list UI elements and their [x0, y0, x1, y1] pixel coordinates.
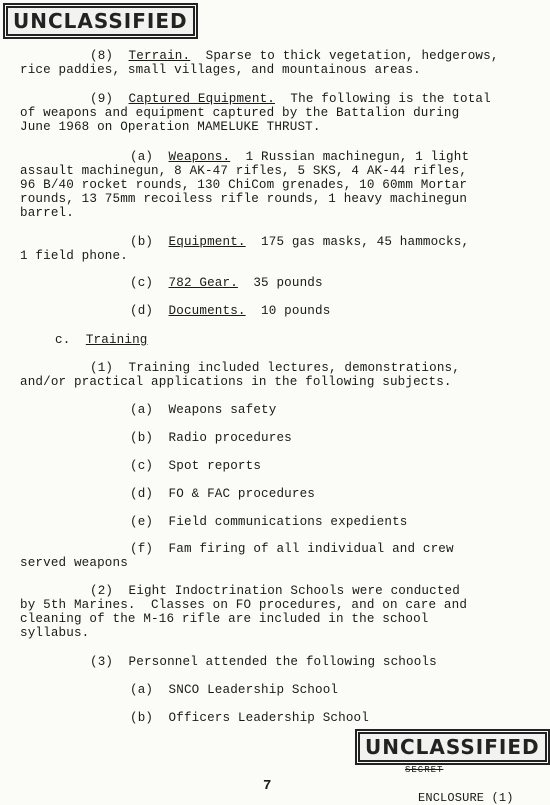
training-2-line-4: syllabus.: [20, 626, 90, 640]
subject-label: (a): [130, 403, 154, 417]
gear-heading: 782 Gear.: [168, 276, 238, 290]
page-number: 7: [263, 778, 272, 794]
training-3-line-1: Personnel attended the following schools: [128, 655, 437, 669]
enclosure-label: ENCLOSURE (1): [418, 791, 514, 805]
documents-label: (d): [130, 304, 154, 318]
subject-text: Field communications expedients: [168, 515, 408, 529]
subject-item: [130, 460, 261, 473]
training-3: [90, 656, 437, 669]
subject-label: (d): [130, 487, 154, 501]
weapons-line-2: assault machinegun, 8 AK-47 rifles, 5 SKS, 4 AK-44 rifles,: [20, 164, 468, 178]
subject-label: (c): [130, 459, 154, 473]
weapons-line-5: barrel.: [20, 206, 74, 220]
documents-item: [130, 305, 330, 318]
subject-text: FO & FAC procedures: [168, 487, 315, 501]
weapons-item: [130, 151, 469, 164]
equipment-item: [130, 236, 469, 249]
training-2-line-2: by 5th Marines. Classes on FO procedures, and on care and: [20, 598, 468, 612]
training-2-line-3: cleaning of the M-16 rifle are included in the school: [20, 612, 429, 626]
gear-label: (c): [130, 276, 154, 290]
subject-item: [130, 432, 292, 445]
para-9-label: (9): [90, 92, 114, 106]
school-text: Officers Leadership School: [168, 711, 369, 725]
school-label: (b): [130, 711, 154, 725]
weapons-heading: Weapons.: [168, 150, 231, 164]
documents-text: 10 pounds: [261, 304, 331, 318]
subject-label: (f): [130, 542, 154, 556]
unclassified-stamp-top: UNCLASSIFIED: [6, 6, 195, 36]
subject-item: [130, 543, 454, 556]
school-label: (a): [130, 683, 154, 697]
training-1-line-1: Training included lectures, demonstrations,: [128, 361, 460, 375]
para-8-label: (8): [90, 49, 114, 63]
training-1-label: (1): [90, 361, 114, 375]
subject-text: Fam firing of all individual and crew: [168, 542, 454, 556]
subject-label: (e): [130, 515, 154, 529]
para-9-line-3: June 1968 on Operation MAMELUKE THRUST.: [20, 120, 321, 134]
training-2-line-1: Eight Indoctrination Schools were conducted: [128, 584, 460, 598]
para-9-heading: Captured Equipment.: [128, 92, 275, 106]
school-item: [130, 712, 369, 725]
equipment-label: (b): [130, 235, 154, 249]
para-8-line-1: Sparse to thick vegetation, hedgerows,: [205, 49, 499, 63]
training-1-line-2: and/or practical applications in the following subjects.: [20, 375, 452, 389]
subject-continuation: served weapons: [20, 556, 128, 570]
weapons-line-3: 96 B/40 rocket rounds, 130 ChiCom grenades, 10 60mm Mortar: [20, 178, 468, 192]
para-9-line-1: The following is the total: [290, 92, 491, 106]
subject-text: Radio procedures: [168, 431, 292, 445]
training-2-label: (2): [90, 584, 114, 598]
para-8-line-2: rice paddies, small villages, and mountainous areas.: [20, 63, 421, 77]
training-3-label: (3): [90, 655, 114, 669]
equipment-line-2: 1 field phone.: [20, 249, 128, 263]
subject-item: [130, 488, 315, 501]
para-9-line-2: of weapons and equipment captured by the Battalion during: [20, 106, 460, 120]
gear-text: 35 pounds: [253, 276, 323, 290]
training-heading: Training: [85, 333, 148, 347]
training-label: c.: [55, 333, 71, 347]
school-text: SNCO Leadership School: [168, 683, 339, 697]
documents-heading: Documents.: [168, 304, 246, 318]
unclassified-stamp-bottom: UNCLASSIFIED: [358, 732, 547, 762]
weapons-label: (a): [130, 150, 154, 164]
training-1: [90, 362, 460, 375]
subject-text: Spot reports: [168, 459, 262, 473]
subject-item: [130, 404, 276, 417]
school-item: [130, 684, 338, 697]
training-2: [90, 585, 460, 598]
subject-text: Weapons safety: [168, 403, 277, 417]
para-8-heading: Terrain.: [128, 49, 191, 63]
para-9: [90, 93, 491, 106]
equipment-line-1: 175 gas masks, 45 hammocks,: [261, 235, 470, 249]
para-8: [90, 50, 499, 63]
equipment-heading: Equipment.: [168, 235, 246, 249]
subject-label: (b): [130, 431, 154, 445]
training-section: [55, 334, 148, 347]
weapons-line-1: 1 Russian machinegun, 1 light: [245, 150, 470, 164]
gear-item: [130, 277, 323, 290]
subject-item: [130, 516, 407, 529]
weapons-line-4: rounds, 13 75mm recoiless rifle rounds, 1 heavy machinegun: [20, 192, 468, 206]
secret-struck-stamp: SECRET: [405, 765, 444, 775]
